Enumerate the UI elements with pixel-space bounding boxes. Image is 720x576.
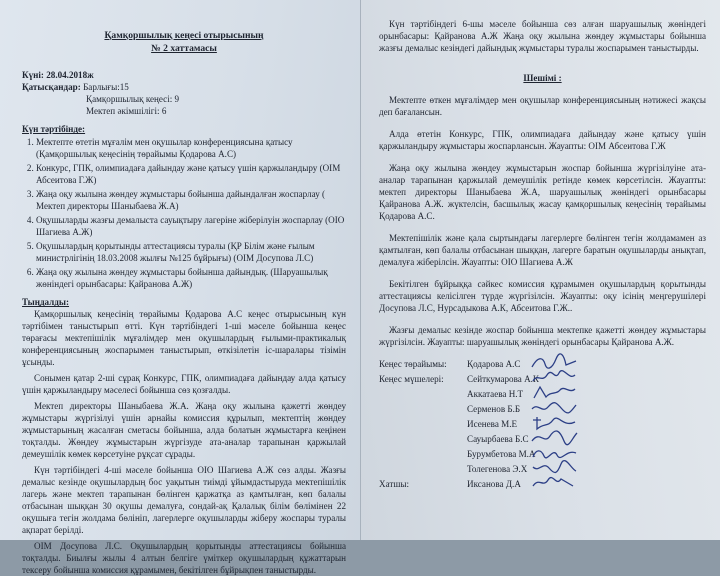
agenda-item: 3. Жаңа оқу жылына жөндеу жұмыстары бойынша дайындалған жоспарлау ( Мектеп директоры Шаныбаева Ж.А) <box>36 188 346 212</box>
listened-paragraph: Сонымен қатар 2-ші сұрақ Конкурс, ГПК, олимпиадаға дайындау алда қатысу үшін қаржыландыру мәселесі бойынша сөз қозғалды. <box>22 373 346 396</box>
member-name: Исенева М.Е <box>467 419 518 429</box>
listened-paragraph: Күн тәртібіндегі 4-ші мәселе бойынша ОІО Шагиева А.Ж сөз алды. Жазғы демалыс кезінде оқушылардың бос уақытын тиімді ұйымдастыруда мектепішілік лагерь және мектеп тарапынан бөлінген қаржатқа аз қамтылған, көп балалы отбасынан шыққан 30 оқушы демалуға, сондай-ақ Қалалық білім бөлімінен 22 оқушыға тегін жолдама бөлініп, лагерлерге оқушыларды жіберу жоспары туралы ақпарат берілді. <box>22 465 346 536</box>
date-line <box>22 69 346 81</box>
decision-item: Жазғы демалыс кезінде жоспар бойынша мектепке қажетті жөндеу жұмыстары жүргізілсін. Жауапты: шаруашылық жөніндегі орынбасары Қайранова А.Ж. <box>379 325 706 347</box>
agenda-item: 5. Оқушылардың қорытынды аттестациясы туралы (ҚР Білім және ғылым министрлігінің 18.03.2008 жылғы №125 бұйрығы) (ОІМ Досупова Л.С) <box>36 240 346 264</box>
chair-label: Кеңес төрайымы: <box>379 359 447 369</box>
decision-item: Мектепішілік және қала сыртындағы лагерлерге бөлінген тегін жолдамамен аз қамтылған, көп балалы отбасынан шыққан, лагерге баратын оқушыларды анықтап, демалуға жіберілсін. Жауапты: ОІО Шагиева А.Ж <box>379 233 706 267</box>
member-name: Бурумбетова М.А <box>467 449 536 459</box>
decisions-title: Шешімі : <box>523 73 562 83</box>
attendees-line <box>22 81 346 93</box>
member-name: Толегенова Э.Х <box>467 464 528 474</box>
right-page <box>360 0 720 540</box>
decision-item: Бекітілген бұйрыққа сәйкес комиссия құрамымен оқушылардың қорытынды аттестациясы келісілген түрде жүргізілсін. Жауапты: оқу ісінің меңгерушілері Досупова Л.С, Нурсадыкова А.К, Абсеитова Г.Ж.. <box>379 279 706 313</box>
agenda-item: 6. Жаңа оқу жылына жөндеу жұмыстары бойынша дайындық. (Шаруашылық жөніндегі орынбасары: Қайранова А.Ж) <box>36 266 346 290</box>
agenda-item: 1. Мектепте өтетін мұғалім мен оқушылар конференциясына қатысу (Қамқоршылық кеңесінің төрайымы Қодарова А.С) <box>36 136 346 160</box>
member-name: Серменов Б.Б <box>467 404 521 414</box>
agenda-item: 4. Оқушыларды жазғы демалыста сауықтыру лагеріне жіберілуін жоспарлау (ОІО Шагиева А.Ж) <box>36 214 346 238</box>
agenda-item: 2. Конкурс, ГПК, олимпиадаға дайындау және қатысу үшін қаржыландыру (ОІМ Абсеитова Г.Ж) <box>36 162 346 186</box>
chair-name: Қодарова А.С <box>467 359 521 369</box>
secretary-label: Хатшы: <box>379 479 409 489</box>
protocol-title: Қамқоршылық кеңесі отырысының <box>104 30 264 41</box>
agenda-list <box>22 136 346 290</box>
listened-paragraph: Қамқоршылық кеңесінің төрайымы Қодарова А.С кеңес отырысының күн тәртібімен таныстырып өтті. Күн тәртібіндегі 1-ші мәселе бойынша кеңес төрағасы мектепішілік мұғалімдер мен оқушылардың ғылыми-практикалық конференциясының жоспарымен таныстырып, өткізілетін іс-шаралары тізімін ұсынды. <box>22 309 346 368</box>
agenda-title: Күн тәртібінде: <box>22 124 86 135</box>
signatures-block <box>379 358 706 493</box>
listened-title: Тыңдалды: <box>22 297 70 308</box>
members-label: Кеңес мүшелері: <box>379 374 444 384</box>
date-label: Күні: <box>22 70 44 81</box>
member-name: Сейткумарова А.К <box>467 374 539 384</box>
attendees-school: Мектеп әкімшілігі: 6 <box>86 106 167 117</box>
attendees-council: Қамқоршылық кеңесі: 9 <box>86 94 180 105</box>
member-name: Сауырбаева Б.С <box>467 434 529 444</box>
date-value: 28.04.2018ж <box>46 70 94 81</box>
handwritten-signature <box>529 474 579 492</box>
attendees-label: Қатысқандар: <box>22 82 81 93</box>
decision-item: Мектепте өткен мұғалімдер мен оқушылар конференциясының нәтижесі жақсы деп бағалансын. <box>379 95 706 117</box>
listened-paragraph: Мектеп директоры Шаныбаева Ж.А. Жаңа оқу жылына қажетті жөндеу жұмыстары жүргізілуі үшін арнайы комиссия құрылып, мектептің жөндеу жұмыстарының жасалған сметасы бойынша, алда болатын жұмыстарға кеңінен тоқталды. Жөндеу жұмыстарын жүргізуде ата-аналар тарапынан қаржылай демеушілік көмек көрсетуіне рұқсат сұрады. <box>22 401 346 460</box>
agenda-item-6-report: Күн тәртібіндегі 6-шы мәселе бойынша сөз алған шаруашылық жөніндегі орынбасары: Қайранова А.Ж Жаңа оқу жылына жөндеу жұмыстары бойынша жазғы демалыс кезіндегі дайындық жұмыстары туралы жоспарымен таныстырды. <box>379 19 706 53</box>
protocol-number: № 2 хаттамасы <box>151 42 217 54</box>
decision-item: Жаңа оқу жылына жөндеу жұмыстарын жоспар бойынша жүргізілуіне ата-аналар тарапынан қаржылай демеушілік ретінде көмек көрсетілсін. Жауапты: мектеп директоры Шаныбаева Ж.А, шаруашылық жөніндегі орынбасары Қайранова А.Ж. жүктелсін, басшылық жасау қамқоршылық кеңесінің төрайымы Қодарова А.С. <box>379 163 706 221</box>
attendees-total: Барлығы:15 <box>83 82 129 93</box>
secretary-name: Иксанова Д.А <box>467 479 521 489</box>
listened-paragraph: ОІМ Досупова Л.С. Оқушылардың қорытынды аттестациясы бойынша тоқталды. Биылғы жылы 4 алтын белгіге үміткер оқушылардың құжаттарын тексеру бойынша комиссия құрамымен, бекітілген бұйрықпен таныстырды. <box>22 541 346 576</box>
decision-item: Алда өтетін Конкурс, ГПК, олимпиадаға дайындау және қатысу үшін қаржыландыру жұмыстары жоспарлансын. Жауапты: ОІМ Абсеитова Г.Ж <box>379 129 706 151</box>
member-name: Аккатаева Н.Т <box>467 389 524 399</box>
signature-row-secretary <box>379 478 706 493</box>
